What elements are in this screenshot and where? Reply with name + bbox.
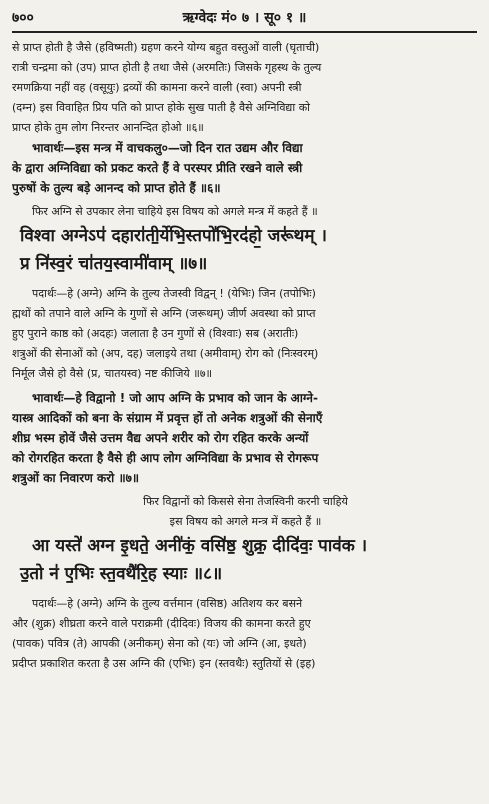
text-line: प्राप्त होके तुम लोग निरन्तर आनन्दित होओ ॥६॥ [12, 121, 204, 134]
mantra-8-intro [12, 492, 479, 532]
text-line: निर्मूल जैसे हो वैसे (प्र, चातयस्व) नष्ट कीजिये ॥७॥ [12, 367, 213, 380]
mantra-7 [12, 222, 479, 278]
text-line: फिर विद्वानों को किससे सेना तेजस्विनी करनी चाहिये [143, 495, 348, 508]
running-title: ऋग्वेदः मं० ७ । सू० १ ॥ [182, 9, 307, 26]
text-line: भावार्थः—इस मन्त्र में वाचकलु०—जो दिन रात उद्यम और विद्या [32, 141, 303, 155]
header-rule [12, 31, 477, 33]
text-line: पुरुषों के तुल्य बड़े आनन्द को प्राप्त होते हैं ॥६॥ [12, 181, 221, 195]
text-line: (दम्न) इस विवाहित प्रिय पति को प्राप्त होके सुख पाती है वैसे अग्निविद्या को [12, 101, 311, 114]
page-number: ७०० [12, 9, 34, 26]
mantra-line: उ॒तो न॑ ए॒भिः स्त॒वथै॑रि॒ह स्याः ॥८॥ [20, 564, 223, 584]
text-line: रमणक्रिया नहीं वह (वसूयुः) द्रव्यों की कामना करने वाली (स्वा) अपनी स्त्री [12, 81, 302, 94]
text-line: के द्वारा अग्निविद्या को प्रकट करते हैं वे परस्पर प्रीति रखने वाले स्त्री [12, 161, 303, 175]
text-line: (पावक) पवित्र (ते) आपकी (अनीकम्) सेना को (यः) जो अग्नि (आ, इधते) [12, 637, 307, 650]
text-line: प्रदीप्त प्रकाशित करता है उस अग्नि की (एभिः) इन (स्तवथैः) स्तुतियों से (इह) [12, 657, 316, 670]
text-line: को रोगरहित करता है वैसे ही आप लोग अग्निविद्या के प्रभाव से रोगरूप [12, 451, 319, 465]
mantra-line: विश्वा अग्नेऽप॑ दहारा॑ती॒र्येभि॒स्तपो॑भि॒रद॑हो॒ जरू॑थम् । [20, 226, 327, 246]
text-line: यास्त्र आदिकों को बना के संग्राम में प्रवृत्त हों तो अनेक शत्रुओं की सेनाएँ [12, 411, 323, 425]
text-line: इस विषय को अगले मन्त्र में कहते हैं ॥ [169, 515, 322, 528]
page-body [12, 38, 479, 674]
page-header [12, 6, 477, 28]
text-line: ह्मथों को तपाने वाले अग्नि के गुणों से अग्नि (जरूथम्) जीर्ण अवस्था को प्राप्त [12, 307, 316, 320]
text-line: शत्रुओं का निवारण करो ॥७॥ [12, 471, 140, 485]
text-line: पदार्थः—हे (अग्ने) अग्नि के तुल्य वर्त्तमान (वसिष्ठ) अतिशय कर बसने [32, 597, 303, 610]
text-line: हुए पुराने काष्ठ को (अदहः) जलाता है उन गुणों से (विश्वाः) सब (अरातीः) [12, 327, 299, 340]
text-line: शत्रुओं की सेनाओं को (अप, दह) जलाइये तथा (अमीवाम्) रोग को (निःस्वरम्) [12, 347, 319, 360]
mantra-8 [12, 532, 479, 588]
paragraph-padartha-6-continued [12, 38, 479, 138]
paragraph-bhavartha-6 [12, 138, 479, 198]
text-line: रात्री चन्द्रमा को (उप) प्राप्त होती है तथा जैसे (अरमतिः) जिसके गृहस्थ के तुल्य [12, 61, 322, 74]
text-line: शीघ्र भस्म होवें जैसे उत्तम वैद्य अपने शरीर को रोग रहित करके अन्यों [12, 431, 309, 445]
paragraph-padartha-7 [12, 284, 479, 384]
mantra-line: प्र नि॑स्व॒रं चा॑तय॒स्वामी॑वाम् ॥७॥ [20, 254, 208, 274]
text-line: पदार्थः—हे (अग्ने) अग्नि के तुल्य तेजस्वी विद्वन् ! (येभिः) जिन (तपोभिः) [32, 287, 316, 300]
mantra-7-intro: फिर अग्नि से उपकार लेना चाहिये इस विषय को अगले मन्त्र में कहते हैं ॥ [32, 205, 318, 218]
paragraph-bhavartha-7 [12, 388, 479, 488]
text-line: से प्राप्त होती है जैसे (हविष्मती) ग्रहण करने योग्य बहुत वस्तुओं वाली (घृताची) [12, 41, 320, 54]
paragraph-padartha-8 [12, 594, 479, 674]
text-line: भावार्थः—हे विद्वानो ! जो आप अग्नि के प्रभाव को जान के आग्ने- [32, 391, 318, 405]
text-line: और (शुक्र) शीघ्रता करने वाले पराक्रमी (दीदिवः) विजय की कामना करते हुए [12, 617, 311, 630]
mantra-line: आ यस्ते॑ अग्न इ॒धते॒ अनी॑कं॒ वसि॑ष्ठ॒ शुक्र॒ दीदि॑वः॒ पाव॑क । [32, 536, 368, 556]
